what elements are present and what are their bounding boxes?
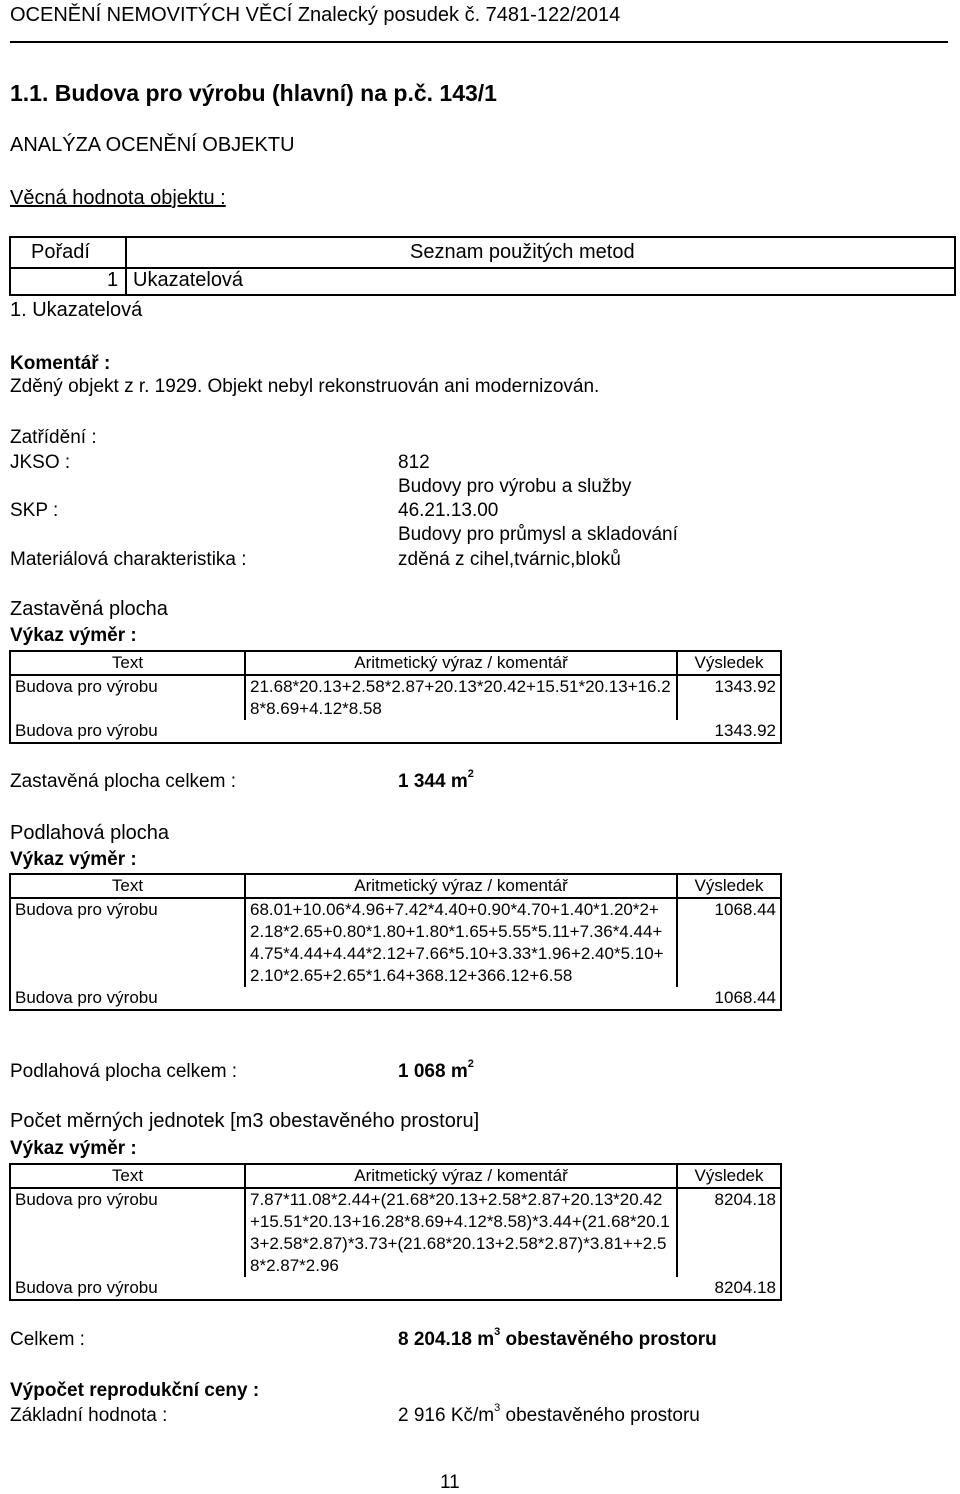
table-row	[10, 898, 781, 987]
zastavena-vykaz-label: Výkaz výměr :	[10, 625, 137, 646]
zastavena-total-number: 1 344 m	[398, 771, 468, 792]
podlahova-vykaz-label: Výkaz výměr :	[10, 849, 137, 870]
table-sum-row	[10, 987, 781, 1010]
sum-result: 1343.92	[677, 720, 781, 743]
sum-text: Budova pro výrobu	[10, 987, 245, 1010]
header-expression: Aritmetický výraz / komentář	[245, 874, 677, 898]
sum-text: Budova pro výrobu	[10, 720, 245, 743]
header-expression: Aritmetický výraz / komentář	[245, 1164, 677, 1188]
sum-result: 1068.44	[677, 987, 781, 1010]
page-number: 11	[440, 1472, 460, 1493]
row-expression: 21.68*20.13+2.58*2.87+20.13*20.42+15.51*20.13+16.28*8.69+4.12*8.58	[245, 675, 677, 720]
sum-empty	[245, 720, 677, 743]
document-header: OCENĚNÍ NEMOVITÝCH VĚCÍ Znalecký posudek č. 7481-122/2014	[10, 4, 621, 26]
obestaveny-total-unit-exponent: 3	[494, 1326, 501, 1338]
obestaveny-total-label: Celkem :	[10, 1329, 85, 1350]
obestaveny-table	[9, 1163, 782, 1301]
skp-label: SKP :	[10, 500, 59, 521]
sum-empty	[245, 1277, 677, 1300]
vecna-hodnota-heading: Věcná hodnota objektu :	[10, 187, 226, 209]
section-heading: 1.1. Budova pro výrobu (hlavní) na p.č. 143/1	[10, 80, 497, 106]
table-row	[10, 675, 781, 720]
base-value	[398, 1402, 700, 1427]
podlahova-total-value	[398, 1058, 474, 1083]
base-value-unit-exponent: 3	[494, 1402, 501, 1414]
sum-result: 8204.18	[677, 1277, 781, 1300]
row-text: Budova pro výrobu	[10, 898, 245, 987]
podlahova-total-unit-exponent: 2	[467, 1058, 474, 1070]
table-header-row	[10, 874, 781, 898]
zastavena-total-unit-exponent: 2	[467, 768, 474, 780]
obestaveny-total-number: 8 204.18 m	[398, 1329, 495, 1350]
reprodukce-label: Výpočet reprodukční ceny :	[10, 1380, 260, 1401]
row-text: Budova pro výrobu	[10, 675, 245, 720]
analysis-heading: ANALÝZA OCENĚNÍ OBJEKTU	[10, 134, 295, 156]
table-sum-row	[10, 1277, 781, 1300]
methods-table	[9, 236, 956, 296]
row-text: Budova pro výrobu	[10, 1188, 245, 1277]
material-value: zděná z cihel,tvárnic,bloků	[398, 549, 621, 570]
zastavena-title: Zastavěná plocha	[10, 598, 168, 620]
table-row	[10, 1188, 781, 1277]
sum-empty	[245, 987, 677, 1010]
jkso-description: Budovy pro výrobu a služby	[398, 476, 632, 497]
obestaveny-total-value	[398, 1326, 717, 1351]
row-result: 1068.44	[677, 898, 781, 987]
jkso-code: 812	[398, 452, 430, 473]
header-result: Výsledek	[677, 1164, 781, 1188]
obestaveny-title: Počet měrných jednotek [m3 obestavěného prostoru]	[10, 1110, 480, 1132]
obestaveny-total-suffix: obestavěného prostoru	[500, 1329, 717, 1350]
methods-row-number: 1	[107, 269, 119, 291]
podlahova-total-label: Podlahová plocha celkem :	[10, 1061, 238, 1082]
skp-description: Budovy pro průmysl a skladování	[398, 524, 678, 545]
row-result: 8204.18	[677, 1188, 781, 1277]
jkso-label: JKSO :	[10, 452, 71, 473]
zastavena-total-value	[398, 768, 474, 793]
header-result: Výsledek	[677, 874, 781, 898]
header-text: Text	[10, 874, 245, 898]
methods-divider-v	[125, 238, 127, 294]
header-text: Text	[10, 1164, 245, 1188]
header-rule	[10, 41, 948, 43]
podlahova-title: Podlahová plocha	[10, 822, 170, 844]
methods-row-name: Ukazatelová	[133, 269, 244, 291]
header-result: Výsledek	[677, 651, 781, 675]
sum-text: Budova pro výrobu	[10, 1277, 245, 1300]
table-header-row	[10, 651, 781, 675]
base-value-number: 2 916 Kč/m	[398, 1405, 495, 1426]
row-expression: 7.87*11.08*2.44+(21.68*20.13+2.58*2.87+20.13*20.42+15.51*20.13+16.28*8.69+4.12*8.58)*3.44+(21.68*20.13+2.58*2.87)*3.73+(21.68*20.13+2.58*2.87)*3.81++2.58*2.87*2.96	[245, 1188, 677, 1277]
selected-method: 1. Ukazatelová	[10, 299, 143, 321]
material-label: Materiálová charakteristika :	[10, 549, 247, 570]
podlahova-table	[9, 873, 782, 1011]
methods-col-order: Pořadí	[31, 241, 90, 263]
base-value-suffix: obestavěného prostoru	[500, 1405, 700, 1426]
row-result: 1343.92	[677, 675, 781, 720]
header-text: Text	[10, 651, 245, 675]
skp-code: 46.21.13.00	[398, 500, 499, 521]
base-value-label: Základní hodnota :	[10, 1405, 168, 1426]
zastavena-table	[9, 650, 782, 744]
comment-label: Komentář :	[10, 353, 111, 374]
obestaveny-vykaz-label: Výkaz výměr :	[10, 1138, 137, 1159]
header-expression: Aritmetický výraz / komentář	[245, 651, 677, 675]
table-header-row	[10, 1164, 781, 1188]
classification-label: Zatřídění :	[10, 427, 97, 448]
row-expression: 68.01+10.06*4.96+7.42*4.40+0.90*4.70+1.40*1.20*2+2.18*2.65+0.80*1.80+1.80*1.65+5.55*5.11+7.36*4.44+4.75*4.44+4.44*2.12+7.66*5.10+3.33*1.96+2.40*5.10+2.10*2.65+2.65*1.64+368.12+366.12+6.58	[245, 898, 677, 987]
podlahova-total-number: 1 068 m	[398, 1061, 468, 1082]
methods-col-list: Seznam použitých metod	[410, 241, 635, 263]
comment-text: Zděný objekt z r. 1929. Objekt nebyl rekonstruován ani modernizován.	[10, 376, 600, 397]
zastavena-total-label: Zastavěná plocha celkem :	[10, 771, 237, 792]
table-sum-row	[10, 720, 781, 743]
